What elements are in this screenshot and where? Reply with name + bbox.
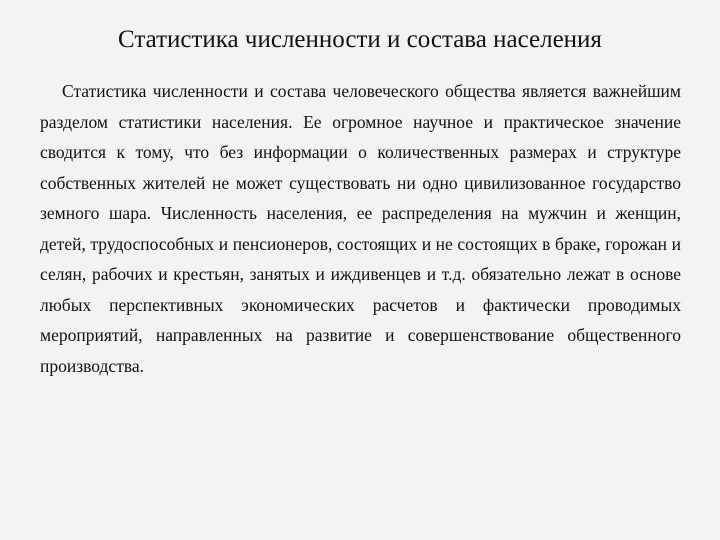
slide-title: Статистика численности и состава населения bbox=[118, 26, 602, 53]
body-paragraph: Статистика численности и состава человеческого общества является важнейшим разделом статистики населения. Ее огромное научное и практическое значение сводится к тому, что без информации о количественных размерах и структуре собственных жителей не может существовать ни одно цивилизованное государство земного шара. Численность населения, ее распределения на мужчин и женщин, детей, трудоспособных и пенсионеров, состоящих и не состоящих в браке, горожан и селян, рабочих и крестьян, занятых и иждивенцев и т.д. обязательно лежат в основе любых перспективных экономических расчетов и фактически проводимых мероприятий, направленных на развитие и совершенствование общественного производства. bbox=[40, 81, 681, 376]
